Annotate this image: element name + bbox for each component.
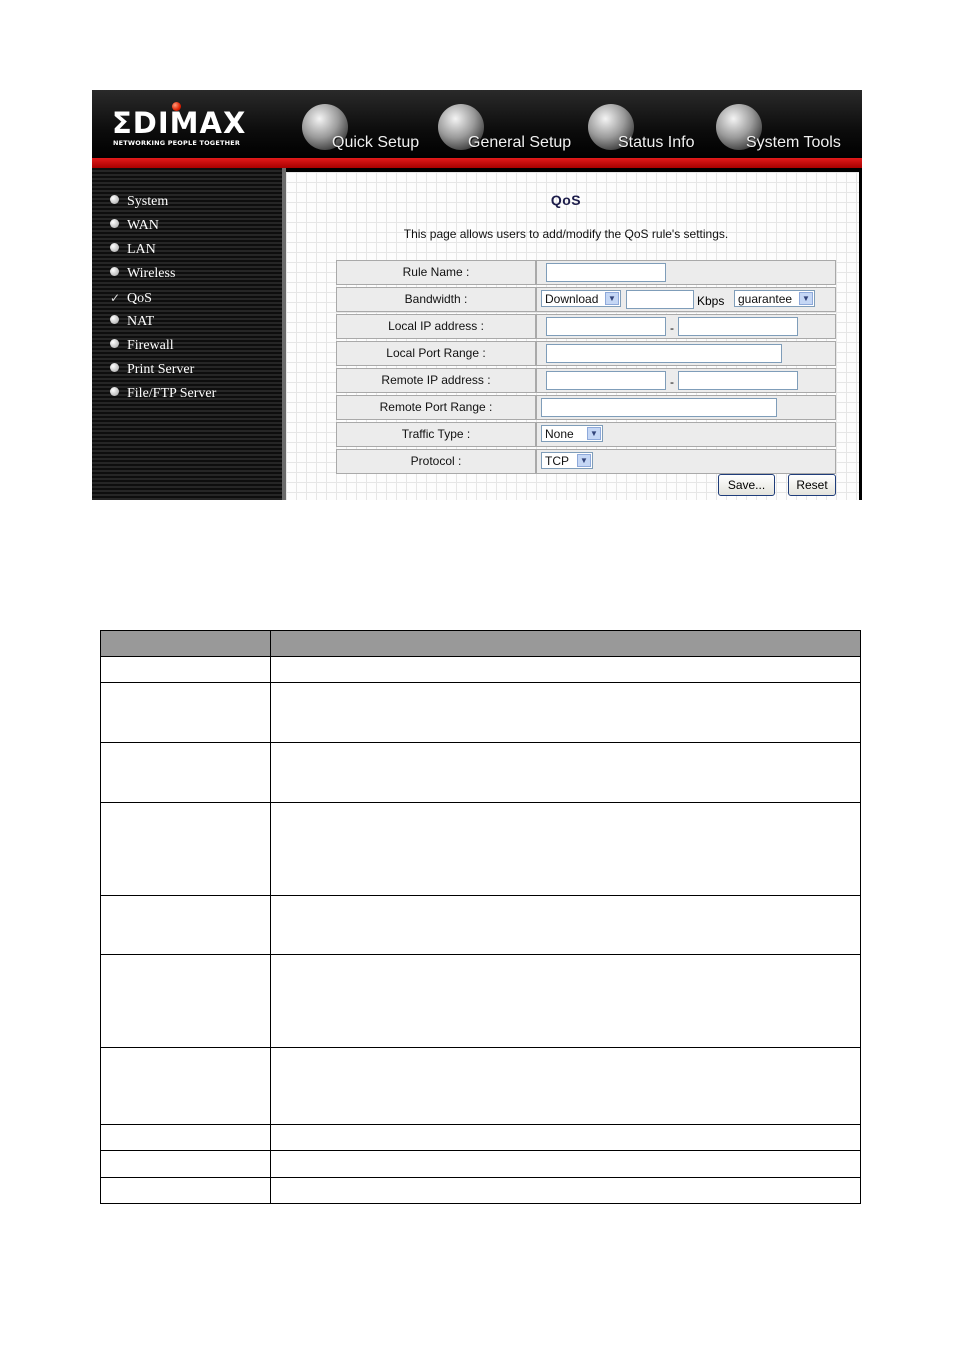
table-row	[101, 1048, 861, 1125]
nav-system-tools-label: System Tools	[746, 134, 841, 151]
chevron-down-icon: ▼	[577, 454, 591, 467]
sidebar-item-print-server[interactable]	[110, 360, 194, 380]
table-cell	[271, 955, 861, 1048]
table-cell	[271, 1151, 861, 1178]
form-row-local-port	[336, 341, 836, 366]
table-row	[101, 955, 861, 1048]
form-row-protocol	[336, 449, 836, 474]
nav-status-info[interactable]	[588, 104, 708, 156]
table-cell	[101, 1125, 271, 1151]
sidebar-item-label: QoS	[127, 291, 152, 306]
bullet-icon	[110, 195, 119, 204]
traffic-type-value: None	[545, 427, 574, 441]
table-row	[101, 1151, 861, 1178]
nav-general-setup-label: General Setup	[468, 134, 572, 151]
table-row	[101, 683, 861, 743]
table-cell	[271, 803, 861, 896]
chevron-down-icon: ▼	[587, 427, 601, 440]
form-row-remote-ip	[336, 368, 836, 393]
table-row	[101, 1125, 861, 1151]
table-row	[101, 743, 861, 803]
table-cell	[271, 683, 861, 743]
bullet-icon	[110, 339, 119, 348]
table-row	[101, 896, 861, 955]
local-port-label: Local Port Range :	[336, 341, 536, 366]
chevron-down-icon: ▼	[799, 292, 813, 305]
bullet-icon	[110, 363, 119, 372]
rule-name-label: Rule Name :	[336, 260, 536, 285]
traffic-type-select[interactable]	[541, 425, 603, 442]
table-cell	[101, 803, 271, 896]
checkmark-icon: ✓	[110, 291, 121, 305]
table-cell	[101, 683, 271, 743]
sidebar-item-label: System	[127, 194, 169, 209]
header-red-stripe	[92, 158, 862, 168]
table-cell	[101, 1151, 271, 1178]
bullet-icon	[110, 315, 119, 324]
table-cell	[101, 657, 271, 683]
protocol-value: TCP	[545, 454, 569, 468]
local-ip-start-input[interactable]	[546, 317, 666, 336]
remote-ip-start-input[interactable]	[546, 371, 666, 390]
remote-ip-cell	[536, 368, 836, 393]
sidebar-item-system[interactable]	[110, 192, 168, 212]
table-cell	[101, 955, 271, 1048]
parameter-table	[100, 630, 861, 1204]
protocol-label: Protocol :	[336, 449, 536, 474]
table-cell	[271, 1178, 861, 1204]
sidebar-item-nat[interactable]	[110, 312, 154, 332]
nav-quick-setup[interactable]	[302, 104, 432, 156]
local-ip-cell	[536, 314, 836, 339]
sidebar-item-lan[interactable]	[110, 240, 156, 260]
bullet-icon	[110, 219, 119, 228]
nav-system-tools[interactable]	[716, 104, 856, 156]
table-cell	[101, 1048, 271, 1125]
form-row-rule-name	[336, 260, 836, 285]
local-port-cell	[536, 341, 836, 366]
traffic-type-label: Traffic Type :	[336, 422, 536, 447]
form-row-bandwidth	[336, 287, 836, 312]
content-panel	[286, 172, 859, 500]
range-separator: -	[670, 321, 674, 335]
nav-quick-setup-label: Quick Setup	[332, 134, 420, 151]
range-separator: -	[670, 375, 674, 389]
bandwidth-label: Bandwidth :	[336, 287, 536, 312]
table-row	[101, 1178, 861, 1204]
sidebar-item-label: Wireless	[127, 266, 176, 281]
table-row	[101, 657, 861, 683]
qos-form	[336, 260, 836, 476]
page-description: This page allows users to add/modify the QoS rule's settings.	[403, 227, 729, 241]
nav-general-setup[interactable]	[438, 104, 588, 156]
sidebar-item-wan[interactable]	[110, 216, 159, 236]
bandwidth-direction-select[interactable]	[541, 290, 621, 307]
table-header-row	[101, 631, 861, 657]
table-cell	[271, 743, 861, 803]
rule-name-cell	[536, 260, 836, 285]
bandwidth-unit: Kbps	[697, 294, 725, 308]
sidebar-item-file-ftp-server[interactable]	[110, 384, 216, 404]
form-row-remote-port	[336, 395, 836, 420]
table-cell	[271, 657, 861, 683]
sidebar-item-wireless[interactable]	[110, 264, 175, 284]
sidebar-item-qos[interactable]	[110, 288, 152, 308]
table-cell	[101, 1178, 271, 1204]
edimax-logo: ΣDIMAX	[112, 106, 247, 140]
form-row-local-ip	[336, 314, 836, 339]
table-row	[101, 803, 861, 896]
table-cell	[101, 896, 271, 955]
local-ip-end-input[interactable]	[678, 317, 798, 336]
remote-ip-end-input[interactable]	[678, 371, 798, 390]
protocol-select[interactable]	[541, 452, 593, 469]
remote-port-cell	[536, 395, 836, 420]
sidebar-item-label: NAT	[127, 314, 155, 329]
bandwidth-mode-select[interactable]	[734, 290, 815, 307]
local-ip-label: Local IP address :	[336, 314, 536, 339]
reset-button[interactable]: Reset	[788, 474, 836, 496]
router-screenshot	[92, 90, 862, 500]
bandwidth-cell	[536, 287, 836, 312]
remote-port-input[interactable]	[541, 398, 777, 417]
table-header-cell	[101, 631, 271, 657]
sidebar-item-label: File/FTP Server	[127, 386, 217, 401]
sidebar-item-label: Print Server	[127, 362, 195, 377]
remote-port-label: Remote Port Range :	[336, 395, 536, 420]
sidebar	[92, 168, 284, 500]
bullet-icon	[110, 243, 119, 252]
rule-name-input[interactable]	[546, 263, 666, 282]
sidebar-item-label: WAN	[127, 218, 159, 233]
local-port-input[interactable]	[546, 344, 782, 363]
page-title: QoS	[550, 192, 582, 208]
save-button[interactable]: Save...	[718, 474, 775, 496]
chevron-down-icon: ▼	[605, 292, 619, 305]
protocol-cell	[536, 449, 836, 474]
bandwidth-direction-value: Download	[545, 292, 599, 306]
table-cell	[271, 1125, 861, 1151]
table-cell	[271, 896, 861, 955]
remote-ip-label: Remote IP address :	[336, 368, 536, 393]
table-header-cell	[271, 631, 861, 657]
bandwidth-input[interactable]	[626, 290, 694, 309]
sidebar-item-label: Firewall	[127, 338, 174, 353]
bullet-icon	[110, 387, 119, 396]
sidebar-item-label: LAN	[127, 242, 156, 257]
nav-status-info-label: Status Info	[618, 134, 695, 151]
table-cell	[101, 743, 271, 803]
bullet-icon	[110, 267, 119, 276]
sidebar-item-firewall[interactable]	[110, 336, 174, 356]
bandwidth-mode-value: guarantee	[738, 292, 793, 306]
form-row-traffic-type	[336, 422, 836, 447]
traffic-type-cell	[536, 422, 836, 447]
table-cell	[271, 1048, 861, 1125]
logo-tagline: NETWORKING PEOPLE TOGETHER	[113, 139, 241, 147]
header-bar	[92, 90, 862, 158]
